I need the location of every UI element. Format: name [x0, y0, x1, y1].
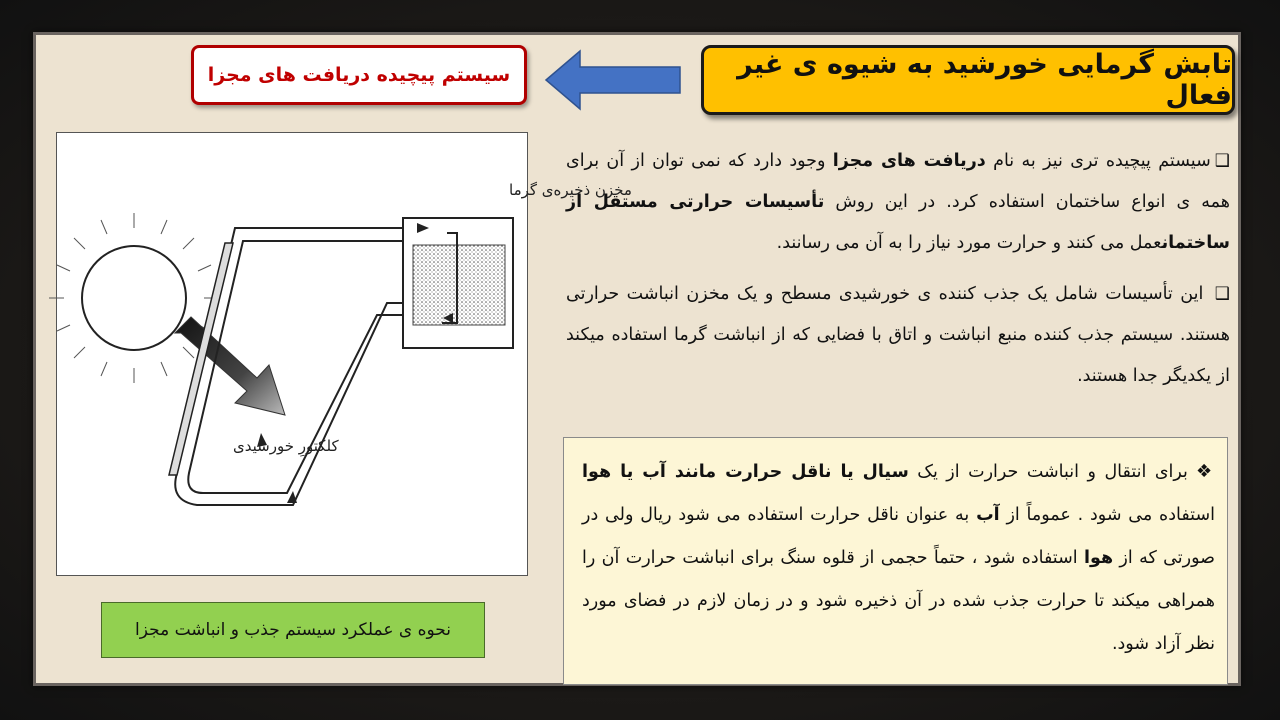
- solar-system-diagram: [57, 133, 632, 575]
- diagram-image: [56, 132, 632, 576]
- sun-icon: [49, 213, 219, 383]
- diagram-caption: نحوه ی عملکرد سیستم جذب و انباشت مجزا: [135, 620, 451, 640]
- slide: [33, 32, 1241, 686]
- diamond-bullet-icon: ❖: [1195, 461, 1215, 482]
- caption-box: [101, 602, 485, 658]
- title-box: [701, 45, 1235, 115]
- paragraph-1: ❑سیستم پیچیده تری نیز به نام دریافت های مجزا وجود دارد که نمی توان از آن برای همه ی انواع ساختمان استفاده کرد. در این روش تأسیسات حرارتی مستقل از ساختمانعمل می کنند و حرارت مورد نیاز را به آن می رسانند.: [566, 151, 1230, 253]
- checkbox-bullet-icon: ❑: [1214, 284, 1230, 304]
- paragraph-2: ❑ این تأسیسات شامل یک جذب کننده ی خورشیدی مسطح و یک مخزن انباشت حرارتی هستند. سیستم جذب کننده منبع انباشت و اتاق با فضایی که از انباشت گرما استفاده میکند از یکدیگر جدا هستند.: [566, 284, 1230, 386]
- left-arrow-icon: [546, 51, 680, 109]
- main-text: [566, 141, 1230, 407]
- checkbox-bullet-icon: ❑: [1214, 151, 1230, 171]
- slide-subtitle: سیستم پیچیده دریافت های مجزا: [207, 64, 511, 86]
- note-box: ❖برای انتقال و انباشت حرارت از یک سیال یا ناقل حرارت مانند آب یا هوا استفاده می شود . عموماً از آب به عنوان ناقل حرارت استفاده می شود ریال ولی در صورتی که از هوا استفاده شود ، حتماً حجمی از قلوه سنگ برای انباشت حرارت آن را همراهی میکند تا حرارت جذب شده در آن ذخیره شود و در زمان لازم در فضای مورد نظر آزاد شود.: [563, 437, 1228, 685]
- subtitle-box: [191, 45, 527, 105]
- storage-label: مخزن ذخیره‌ی گرما: [509, 181, 632, 199]
- collector-label: کلکتورِ خورشیدی: [233, 437, 339, 455]
- slide-title: تابش گرمایی خورشید به شیوه ی غیر فعال: [737, 49, 1232, 111]
